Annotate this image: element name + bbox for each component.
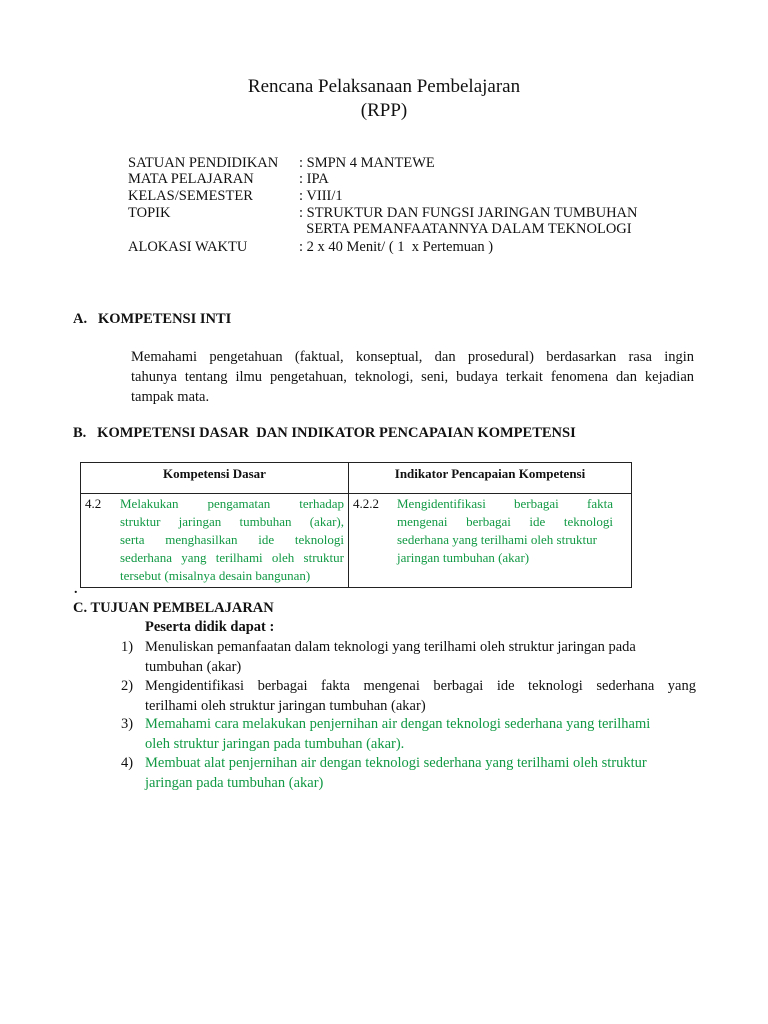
info-label-mapel: MATA PELAJARAN [128,171,254,187]
list-item-line: Memahami cara melakukan penjernihan air dengan teknologi sederhana yang terilhami [145,716,651,732]
list-item-number: 3) [121,716,134,732]
kd-cell [81,494,349,588]
col-header-indikator: Indikator Pencapaian Kompetensi [349,463,632,494]
document-subtitle: (RPP) [360,100,408,121]
list-item-line: terilhami oleh struktur jaringan tumbuhan (akar) [145,697,426,714]
kd-line: sederhana yang terilhami oleh struktur [120,550,344,565]
col-header-kompetensi-dasar: Kompetensi Dasar [81,463,349,494]
list-item-line: Membuat alat penjernihan air dengan teknologi sederhana yang terilhami oleh struktur [145,755,647,771]
info-label-alokasi: ALOKASI WAKTU [128,239,248,255]
section-a-line-2: tahunya tentang ilmu pengetahuan, teknologi, seni, budaya terkait fenomena dan kejadian [131,369,694,385]
info-label-satuan: SATUAN PENDIDIKAN [128,155,279,171]
list-item-number: 2) [121,678,134,694]
kd-line: Melakukan pengamatan terhadap [120,496,344,511]
list-item [121,715,696,754]
table-row [81,494,632,588]
info-value-topik: : STRUKTUR DAN FUNGSI JARINGAN TUMBUHAN [299,205,638,221]
section-a-heading: A. KOMPETENSI INTI [73,311,232,327]
info-value-mapel: : IPA [299,171,329,187]
kd-line: serta menghasilkan ide teknologi [120,532,344,547]
list-item-number: 4) [121,755,134,771]
info-label-topik: TOPIK [128,205,171,221]
section-a-line-1: Memahami pengetahuan (faktual, konseptual, dan prosedural) berdasarkan rasa ingin [131,349,694,365]
ipk-text [397,495,613,567]
list-item-line: jaringan pada tumbuhan (akar) [145,774,324,791]
list-item-line: Mengidentifikasi berbagai fakta mengenai berbagai ide teknologi sederhana yang [145,678,696,694]
list-item-number: 1) [121,639,134,655]
stray-dot: . [74,582,78,597]
section-a-paragraph [131,347,694,407]
section-c-subheading: Peserta didik dapat : [145,619,275,635]
info-value-kelas: : VIII/1 [299,188,343,204]
kd-line: struktur jaringan tumbuhan (akar), [120,514,344,529]
section-a-line-3: tampak mata. [131,389,210,405]
ipk-line: Mengidentifikasi berbagai fakta [397,496,613,511]
document-title: Rencana Pelaksanaan Pembelajaran [247,76,521,97]
kd-text [120,495,344,585]
ipk-number: 4.2.2 [353,496,379,511]
ipk-line: mengenai berbagai ide teknologi [397,514,613,529]
ipk-cell [349,494,632,588]
kd-line: tersebut (misalnya desain bangunan) [120,568,311,583]
kd-number: 4.2 [85,496,102,511]
section-b-heading: B. KOMPETENSI DASAR DAN INDIKATOR PENCAPAIAN KOMPETENSI [73,425,576,441]
competency-table [80,462,632,588]
ipk-line: jaringan tumbuhan (akar) [397,550,530,565]
section-c-heading: C. TUJUAN PEMBELAJARAN [73,600,274,616]
info-value-topik-line2: SERTA PEMANFAATANNYA DALAM TEKNOLOGI [299,221,632,237]
list-item [121,638,696,677]
info-value-alokasi: : 2 x 40 Menit/ ( 1 x Pertemuan ) [299,239,494,255]
ipk-line: sederhana yang terilhami oleh struktur [397,532,597,547]
list-item-line: tumbuhan (akar) [145,658,242,675]
list-item-line: oleh struktur jaringan pada tumbuhan (akar). [145,735,405,752]
info-value-satuan: : SMPN 4 MANTEWE [299,155,435,171]
info-label-kelas: KELAS/SEMESTER [128,188,253,204]
list-item [121,754,696,793]
list-item [121,677,696,716]
list-item-line: Menuliskan pemanfaatan dalam teknologi yang terilhami oleh struktur jaringan pada [145,639,636,655]
